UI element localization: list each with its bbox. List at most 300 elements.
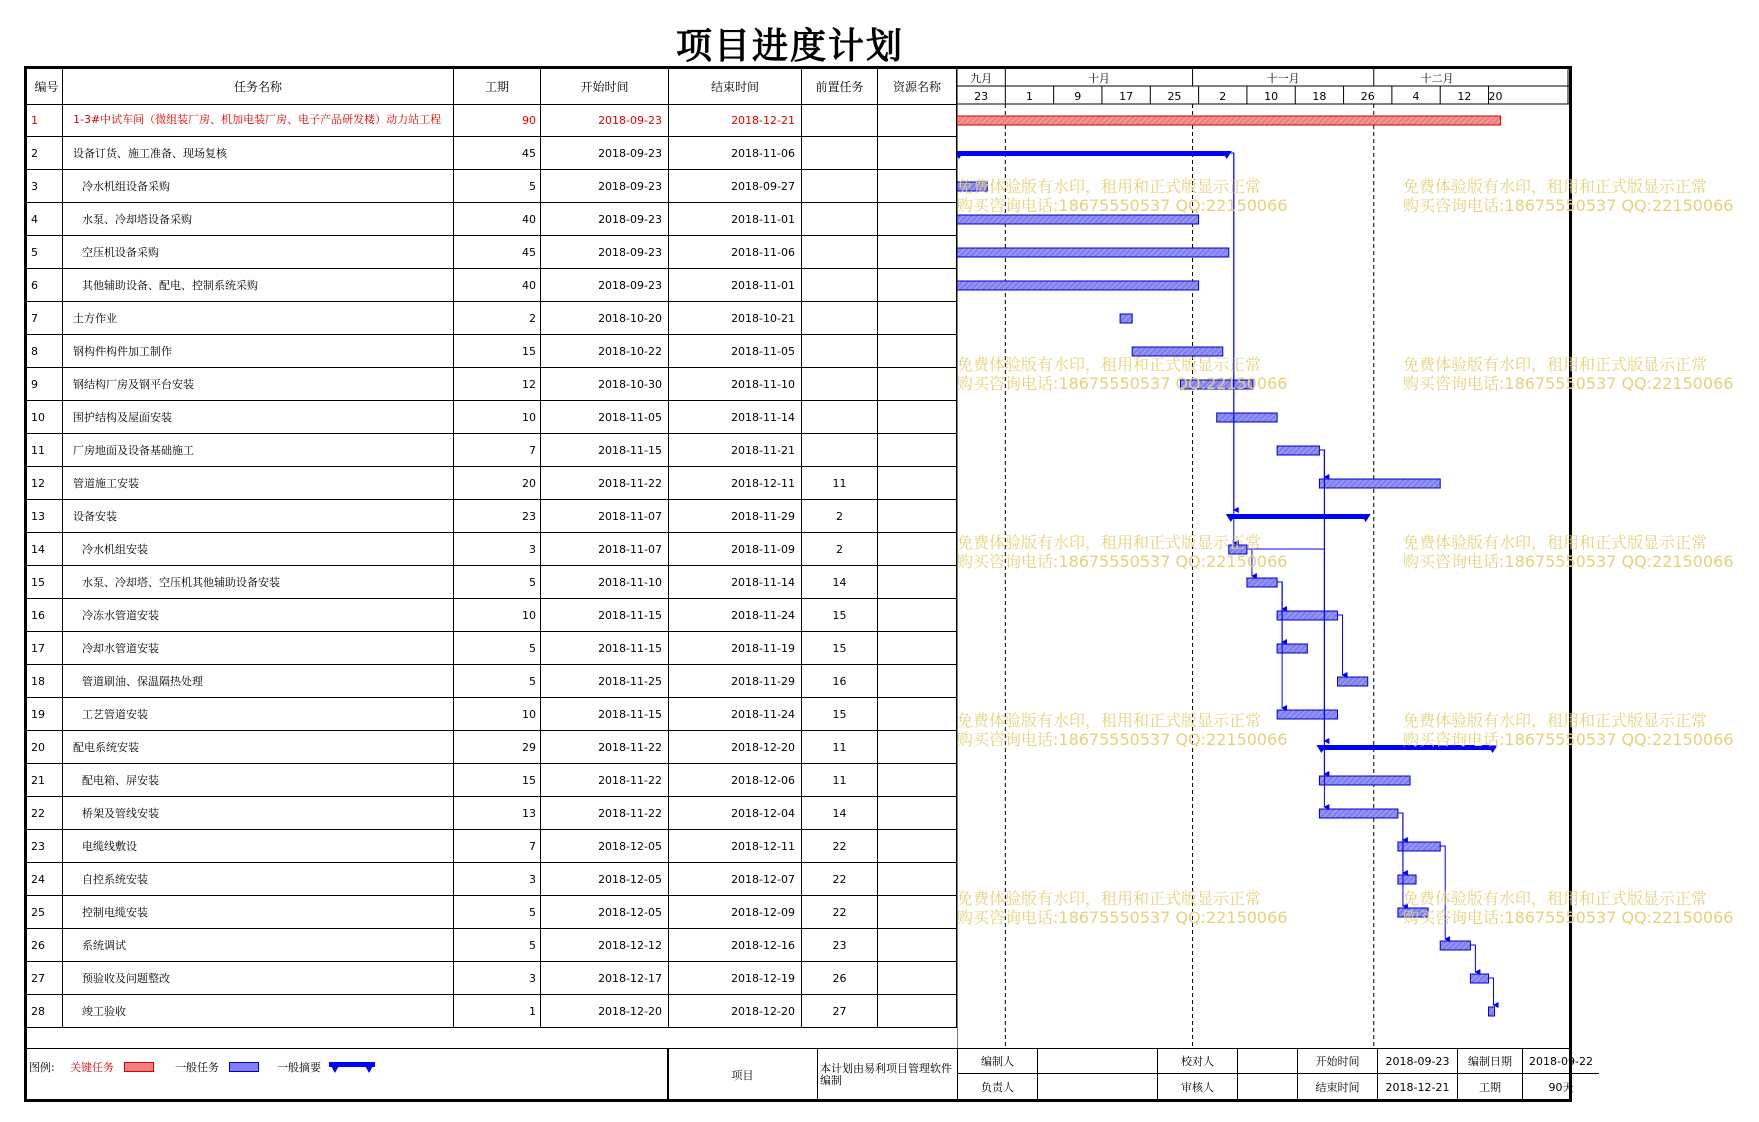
task-predecessor: 11 bbox=[802, 731, 878, 763]
table-row[interactable] bbox=[27, 698, 957, 731]
footer-compiler-label: 编制人 bbox=[958, 1049, 1038, 1074]
normal-task-bar bbox=[1247, 578, 1277, 587]
footer-start-value: 2018-09-23 bbox=[1378, 1049, 1458, 1074]
table-row[interactable] bbox=[27, 302, 957, 335]
task-resource bbox=[878, 104, 957, 136]
task-predecessor bbox=[802, 269, 878, 301]
task-start: 2018-11-05 bbox=[541, 401, 669, 433]
day-label: 20 bbox=[1488, 90, 1503, 103]
task-start: 2018-11-25 bbox=[541, 665, 669, 697]
legend-normal-swatch bbox=[229, 1062, 259, 1072]
legend-critical-label: 关键任务 bbox=[70, 1061, 114, 1074]
task-duration: 29 bbox=[454, 731, 541, 763]
dependency-link bbox=[1247, 549, 1252, 576]
day-label: 25 bbox=[1167, 90, 1182, 103]
task-name: 设备订货、施工准备、现场复核 bbox=[63, 137, 454, 169]
task-end: 2018-12-16 bbox=[669, 929, 802, 961]
task-name: 工艺管道安装 bbox=[63, 698, 454, 730]
table-row[interactable] bbox=[27, 467, 957, 500]
normal-task-bar bbox=[1489, 1007, 1495, 1016]
table-row[interactable] bbox=[27, 434, 957, 467]
critical-task-bar bbox=[957, 116, 1501, 125]
task-predecessor: 22 bbox=[802, 896, 878, 928]
header-predecessor: 前置任务 bbox=[802, 69, 878, 104]
task-resource bbox=[878, 797, 957, 829]
task-resource bbox=[878, 566, 957, 598]
dependency-link bbox=[1247, 549, 1324, 807]
watermark-line1: 免费体验版有水印，租用和正式版显示正常 bbox=[957, 711, 1262, 730]
task-end: 2018-12-04 bbox=[669, 797, 802, 829]
table-row[interactable] bbox=[27, 995, 957, 1028]
table-row[interactable] bbox=[27, 203, 957, 236]
task-end: 2018-11-05 bbox=[669, 335, 802, 367]
table-row[interactable] bbox=[27, 731, 957, 764]
legend-normal bbox=[175, 1059, 259, 1075]
table-row[interactable] bbox=[27, 896, 957, 929]
day-label: 18 bbox=[1312, 90, 1327, 103]
task-id: 21 bbox=[27, 764, 63, 796]
day-label: 17 bbox=[1119, 90, 1134, 103]
task-duration: 7 bbox=[454, 830, 541, 862]
task-predecessor: 27 bbox=[802, 995, 878, 1027]
table-row[interactable] bbox=[27, 863, 957, 896]
task-name: 系统调试 bbox=[63, 929, 454, 961]
task-id: 8 bbox=[27, 335, 63, 367]
task-predecessor bbox=[802, 335, 878, 367]
watermark-line1: 免费体验版有水印，租用和正式版显示正常 bbox=[957, 533, 1262, 552]
watermark-line2: 购买咨询电话:18675550537 QQ:22150066 bbox=[957, 730, 1288, 749]
dependency-link bbox=[1489, 978, 1494, 1005]
task-resource bbox=[878, 467, 957, 499]
task-resource bbox=[878, 500, 957, 532]
task-end: 2018-11-01 bbox=[669, 269, 802, 301]
legend-summary bbox=[277, 1059, 375, 1075]
footer-compile-date-value: 2018-09-22 bbox=[1523, 1049, 1599, 1074]
watermark-line1: 免费体验版有水印，租用和正式版显示正常 bbox=[1403, 355, 1708, 374]
table-row[interactable] bbox=[27, 533, 957, 566]
task-duration: 2 bbox=[454, 302, 541, 334]
task-name: 钢结构厂房及钢平台安装 bbox=[63, 368, 454, 400]
task-duration: 10 bbox=[454, 698, 541, 730]
table-row[interactable] bbox=[27, 236, 957, 269]
task-end: 2018-12-11 bbox=[669, 830, 802, 862]
watermark-line2: 购买咨询电话:18675550537 QQ:22150066 bbox=[957, 196, 1288, 215]
legend-label: 图例: bbox=[29, 1061, 55, 1074]
task-name: 控制电缆安装 bbox=[63, 896, 454, 928]
day-label: 12 bbox=[1457, 90, 1472, 103]
task-start: 2018-12-05 bbox=[541, 830, 669, 862]
task-duration: 5 bbox=[454, 170, 541, 202]
task-predecessor bbox=[802, 434, 878, 466]
task-duration: 90 bbox=[454, 104, 541, 136]
normal-task-bar bbox=[1319, 809, 1398, 818]
table-row[interactable] bbox=[27, 104, 957, 137]
task-end: 2018-11-29 bbox=[669, 665, 802, 697]
task-name: 土方作业 bbox=[63, 302, 454, 334]
task-resource bbox=[878, 302, 957, 334]
task-start: 2018-11-10 bbox=[541, 566, 669, 598]
gantt-chart bbox=[957, 69, 1734, 1048]
task-resource bbox=[878, 995, 957, 1027]
month-label: 九月 bbox=[970, 72, 993, 85]
watermark-line2: 购买咨询电话:18675550537 QQ:22150066 bbox=[1403, 730, 1734, 749]
task-name: 管道刷油、保温隔热处理 bbox=[63, 665, 454, 697]
task-start: 2018-10-20 bbox=[541, 302, 669, 334]
task-duration: 5 bbox=[454, 566, 541, 598]
task-name: 电缆线敷设 bbox=[63, 830, 454, 862]
dependency-link bbox=[1470, 945, 1475, 972]
dependency-link bbox=[1398, 813, 1403, 906]
task-end: 2018-09-27 bbox=[669, 170, 802, 202]
table-row[interactable] bbox=[27, 566, 957, 599]
normal-task-bar bbox=[1319, 776, 1410, 785]
watermark-line1: 免费体验版有水印，租用和正式版显示正常 bbox=[957, 889, 1262, 908]
normal-task-bar bbox=[1338, 677, 1368, 686]
task-predecessor: 2 bbox=[802, 500, 878, 532]
task-id: 19 bbox=[27, 698, 63, 730]
task-predecessor: 11 bbox=[802, 467, 878, 499]
task-end: 2018-11-21 bbox=[669, 434, 802, 466]
footer-software-note: 本计划由易利项目管理软件编制 bbox=[818, 1049, 958, 1100]
task-duration: 45 bbox=[454, 236, 541, 268]
footer-project: 项目 bbox=[668, 1049, 818, 1100]
task-resource bbox=[878, 896, 957, 928]
table-row[interactable] bbox=[27, 401, 957, 434]
dependency-link bbox=[1319, 450, 1324, 741]
task-end: 2018-12-19 bbox=[669, 962, 802, 994]
day-label: 1 bbox=[1025, 90, 1033, 103]
task-predecessor: 15 bbox=[802, 632, 878, 664]
task-predecessor: 14 bbox=[802, 797, 878, 829]
task-id: 12 bbox=[27, 467, 63, 499]
task-id: 5 bbox=[27, 236, 63, 268]
month-label: 十二月 bbox=[1420, 72, 1454, 85]
normal-task-bar bbox=[1398, 842, 1440, 851]
task-duration: 5 bbox=[454, 929, 541, 961]
legend-normal-label: 一般任务 bbox=[175, 1061, 219, 1074]
task-id: 22 bbox=[27, 797, 63, 829]
task-predecessor bbox=[802, 170, 878, 202]
task-resource bbox=[878, 698, 957, 730]
task-start: 2018-09-23 bbox=[541, 236, 669, 268]
table-row[interactable] bbox=[27, 797, 957, 830]
legend-summary-swatch bbox=[329, 1060, 375, 1074]
task-start: 2018-11-22 bbox=[541, 467, 669, 499]
table-header bbox=[27, 69, 957, 105]
task-id: 18 bbox=[27, 665, 63, 697]
task-duration: 5 bbox=[454, 896, 541, 928]
task-id: 7 bbox=[27, 302, 63, 334]
footer-duration-label: 工期 bbox=[1458, 1074, 1523, 1100]
task-end: 2018-12-20 bbox=[669, 995, 802, 1027]
watermark-line1: 免费体验版有水印，租用和正式版显示正常 bbox=[1403, 711, 1708, 730]
task-id: 26 bbox=[27, 929, 63, 961]
watermark-line2: 购买咨询电话:18675550537 QQ:22150066 bbox=[957, 908, 1288, 927]
task-id: 23 bbox=[27, 830, 63, 862]
task-resource bbox=[878, 170, 957, 202]
legend-summary-label: 一般摘要 bbox=[277, 1061, 321, 1074]
task-start: 2018-09-23 bbox=[541, 269, 669, 301]
task-duration: 7 bbox=[454, 434, 541, 466]
task-id: 27 bbox=[27, 962, 63, 994]
task-resource bbox=[878, 665, 957, 697]
task-end: 2018-11-09 bbox=[669, 533, 802, 565]
table-row[interactable] bbox=[27, 170, 957, 203]
normal-task-bar bbox=[1440, 941, 1470, 950]
footer-compiler-value bbox=[1038, 1049, 1158, 1074]
watermark-line2: 购买咨询电话:18675550537 QQ:22150066 bbox=[1403, 552, 1734, 571]
task-duration: 40 bbox=[454, 269, 541, 301]
month-label: 十一月 bbox=[1266, 72, 1300, 85]
task-start: 2018-09-23 bbox=[541, 203, 669, 235]
task-predecessor: 23 bbox=[802, 929, 878, 961]
task-end: 2018-12-20 bbox=[669, 731, 802, 763]
day-label: 26 bbox=[1360, 90, 1375, 103]
task-name: 设备安装 bbox=[63, 500, 454, 532]
task-start: 2018-11-07 bbox=[541, 533, 669, 565]
task-duration: 20 bbox=[454, 467, 541, 499]
task-name: 1-3#中试车间（微组装厂房、机加电装厂房、电子产品研发楼）动力站工程 bbox=[63, 104, 454, 136]
dependency-link bbox=[1229, 153, 1234, 510]
task-end: 2018-11-24 bbox=[669, 599, 802, 631]
normal-task-bar bbox=[1277, 611, 1337, 620]
normal-task-bar bbox=[1217, 413, 1277, 422]
task-start: 2018-11-22 bbox=[541, 797, 669, 829]
task-end: 2018-11-29 bbox=[669, 500, 802, 532]
header-id: 编号 bbox=[27, 69, 63, 104]
task-predecessor: 2 bbox=[802, 533, 878, 565]
gantt-svg bbox=[957, 69, 1569, 1048]
footer bbox=[27, 1048, 1593, 1100]
task-id: 2 bbox=[27, 137, 63, 169]
task-start: 2018-09-23 bbox=[541, 137, 669, 169]
summary-task-bar bbox=[957, 151, 1229, 156]
task-resource bbox=[878, 401, 957, 433]
task-predecessor: 11 bbox=[802, 764, 878, 796]
task-resource bbox=[878, 764, 957, 796]
legend-critical-swatch bbox=[124, 1062, 154, 1072]
table-row[interactable] bbox=[27, 830, 957, 863]
task-end: 2018-12-09 bbox=[669, 896, 802, 928]
watermark-line1: 免费体验版有水印，租用和正式版显示正常 bbox=[957, 355, 1262, 374]
task-predecessor: 14 bbox=[802, 566, 878, 598]
dependency-link bbox=[1338, 615, 1343, 675]
task-id: 25 bbox=[27, 896, 63, 928]
task-id: 24 bbox=[27, 863, 63, 895]
task-name: 其他辅助设备、配电、控制系统采购 bbox=[63, 269, 454, 301]
footer-checker-label: 校对人 bbox=[1158, 1049, 1238, 1074]
task-id: 11 bbox=[27, 434, 63, 466]
task-resource bbox=[878, 236, 957, 268]
task-predecessor bbox=[802, 302, 878, 334]
normal-task-bar bbox=[1398, 908, 1428, 917]
task-end: 2018-11-24 bbox=[669, 698, 802, 730]
task-start: 2018-11-15 bbox=[541, 698, 669, 730]
task-predecessor: 16 bbox=[802, 665, 878, 697]
footer-compile-date-label: 编制日期 bbox=[1458, 1049, 1523, 1074]
task-predecessor bbox=[802, 104, 878, 136]
header-resource: 资源名称 bbox=[878, 69, 957, 104]
task-id: 16 bbox=[27, 599, 63, 631]
task-end: 2018-12-21 bbox=[669, 104, 802, 136]
task-name: 预验收及问题整改 bbox=[63, 962, 454, 994]
watermark-line2: 购买咨询电话:18675550537 QQ:22150066 bbox=[1403, 196, 1734, 215]
task-id: 20 bbox=[27, 731, 63, 763]
task-id: 3 bbox=[27, 170, 63, 202]
task-predecessor bbox=[802, 401, 878, 433]
normal-task-bar bbox=[957, 215, 1199, 224]
task-resource bbox=[878, 731, 957, 763]
table-row[interactable] bbox=[27, 599, 957, 632]
task-duration: 45 bbox=[454, 137, 541, 169]
footer-auditor-value bbox=[1238, 1074, 1298, 1100]
day-label: 2 bbox=[1219, 90, 1227, 103]
task-end: 2018-11-01 bbox=[669, 203, 802, 235]
task-name: 管道施工安装 bbox=[63, 467, 454, 499]
table-row[interactable] bbox=[27, 269, 957, 302]
header-duration: 工期 bbox=[454, 69, 541, 104]
task-name: 围护结构及屋面安装 bbox=[63, 401, 454, 433]
task-predecessor: 26 bbox=[802, 962, 878, 994]
task-start: 2018-12-05 bbox=[541, 896, 669, 928]
table-row[interactable] bbox=[27, 137, 957, 170]
table-row[interactable] bbox=[27, 929, 957, 962]
table-row[interactable] bbox=[27, 368, 957, 401]
task-duration: 5 bbox=[454, 665, 541, 697]
task-name: 冷却水管道安装 bbox=[63, 632, 454, 664]
footer-end-value: 2018-12-21 bbox=[1378, 1074, 1458, 1100]
task-id: 4 bbox=[27, 203, 63, 235]
dependency-link bbox=[1319, 450, 1324, 477]
footer-duration-value: 90天 bbox=[1548, 1081, 1574, 1094]
task-id: 10 bbox=[27, 401, 63, 433]
day-label: 9 bbox=[1074, 90, 1082, 103]
dependency-link bbox=[1398, 813, 1403, 840]
task-id: 28 bbox=[27, 995, 63, 1027]
task-start: 2018-11-07 bbox=[541, 500, 669, 532]
day-label: 10 bbox=[1264, 90, 1279, 103]
normal-task-bar bbox=[1319, 479, 1440, 488]
task-predecessor: 15 bbox=[802, 599, 878, 631]
table-row[interactable] bbox=[27, 962, 957, 995]
task-name: 冷水机组设备采购 bbox=[63, 170, 454, 202]
day-label: 4 bbox=[1412, 90, 1420, 103]
dependency-link bbox=[1440, 846, 1445, 939]
task-resource bbox=[878, 632, 957, 664]
task-id: 15 bbox=[27, 566, 63, 598]
task-name: 钢构件构件加工制作 bbox=[63, 335, 454, 367]
footer-end-label: 结束时间 bbox=[1298, 1074, 1378, 1100]
task-end: 2018-11-10 bbox=[669, 368, 802, 400]
task-duration: 3 bbox=[454, 533, 541, 565]
watermark-line1: 免费体验版有水印，租用和正式版显示正常 bbox=[1403, 533, 1708, 552]
task-end: 2018-10-21 bbox=[669, 302, 802, 334]
task-start: 2018-12-12 bbox=[541, 929, 669, 961]
normal-task-bar bbox=[1120, 314, 1132, 323]
normal-task-bar bbox=[1398, 875, 1416, 884]
task-end: 2018-11-19 bbox=[669, 632, 802, 664]
task-duration: 10 bbox=[454, 401, 541, 433]
dependency-link bbox=[1229, 153, 1234, 543]
task-end: 2018-12-11 bbox=[669, 467, 802, 499]
task-resource bbox=[878, 335, 957, 367]
task-name: 冷水机组安装 bbox=[63, 533, 454, 565]
task-resource bbox=[878, 533, 957, 565]
header-end: 结束时间 bbox=[669, 69, 802, 104]
task-resource bbox=[878, 137, 957, 169]
header-name: 任务名称 bbox=[63, 69, 454, 104]
normal-task-bar bbox=[1470, 974, 1488, 983]
footer-checker-value bbox=[1238, 1049, 1298, 1074]
task-end: 2018-12-07 bbox=[669, 863, 802, 895]
task-resource bbox=[878, 830, 957, 862]
watermark-line1: 免费体验版有水印，租用和正式版显示正常 bbox=[957, 177, 1262, 196]
normal-task-bar bbox=[1132, 347, 1223, 356]
watermark-line2: 购买咨询电话:18675550537 QQ:22150066 bbox=[1403, 374, 1734, 393]
month-label: 十月 bbox=[1087, 72, 1110, 85]
task-start: 2018-11-15 bbox=[541, 434, 669, 466]
normal-task-bar bbox=[957, 182, 987, 191]
task-end: 2018-11-06 bbox=[669, 137, 802, 169]
task-predecessor: 15 bbox=[802, 698, 878, 730]
legend-critical bbox=[70, 1059, 154, 1075]
task-id: 6 bbox=[27, 269, 63, 301]
task-duration: 12 bbox=[454, 368, 541, 400]
task-name: 厂房地面及设备基础施工 bbox=[63, 434, 454, 466]
task-name: 自控系统安装 bbox=[63, 863, 454, 895]
task-resource bbox=[878, 269, 957, 301]
task-duration: 1 bbox=[454, 995, 541, 1027]
table-row[interactable] bbox=[27, 665, 957, 698]
task-start: 2018-11-15 bbox=[541, 599, 669, 631]
task-end: 2018-12-06 bbox=[669, 764, 802, 796]
normal-task-bar bbox=[1277, 710, 1337, 719]
task-name: 水泵、冷却塔设备采购 bbox=[63, 203, 454, 235]
watermark-line2: 购买咨询电话:18675550537 QQ:22150066 bbox=[957, 552, 1288, 571]
table-row[interactable] bbox=[27, 632, 957, 665]
task-predecessor: 22 bbox=[802, 830, 878, 862]
task-name: 冷冻水管道安装 bbox=[63, 599, 454, 631]
watermark-line1: 免费体验版有水印，租用和正式版显示正常 bbox=[1403, 177, 1708, 196]
task-name: 配电箱、屏安装 bbox=[63, 764, 454, 796]
table-row[interactable] bbox=[27, 764, 957, 797]
task-predecessor bbox=[802, 236, 878, 268]
task-end: 2018-11-14 bbox=[669, 566, 802, 598]
table-row[interactable] bbox=[27, 335, 957, 368]
task-resource bbox=[878, 599, 957, 631]
task-name: 竣工验收 bbox=[63, 995, 454, 1027]
task-duration: 3 bbox=[454, 962, 541, 994]
task-name: 水泵、冷却塔、空压机其他辅助设备安装 bbox=[63, 566, 454, 598]
task-resource bbox=[878, 962, 957, 994]
dependency-link bbox=[1277, 582, 1282, 609]
task-predecessor bbox=[802, 203, 878, 235]
task-start: 2018-09-23 bbox=[541, 170, 669, 202]
task-start: 2018-10-22 bbox=[541, 335, 669, 367]
watermark-line1: 免费体验版有水印，租用和正式版显示正常 bbox=[1403, 889, 1708, 908]
table-row[interactable] bbox=[27, 500, 957, 533]
task-id: 17 bbox=[27, 632, 63, 664]
task-duration: 3 bbox=[454, 863, 541, 895]
task-name: 空压机设备采购 bbox=[63, 236, 454, 268]
task-duration: 40 bbox=[454, 203, 541, 235]
footer-auditor-label: 审核人 bbox=[1158, 1074, 1238, 1100]
task-start: 2018-11-22 bbox=[541, 764, 669, 796]
task-predecessor bbox=[802, 368, 878, 400]
task-start: 2018-12-20 bbox=[541, 995, 669, 1027]
task-resource bbox=[878, 929, 957, 961]
normal-task-bar bbox=[1229, 545, 1247, 554]
